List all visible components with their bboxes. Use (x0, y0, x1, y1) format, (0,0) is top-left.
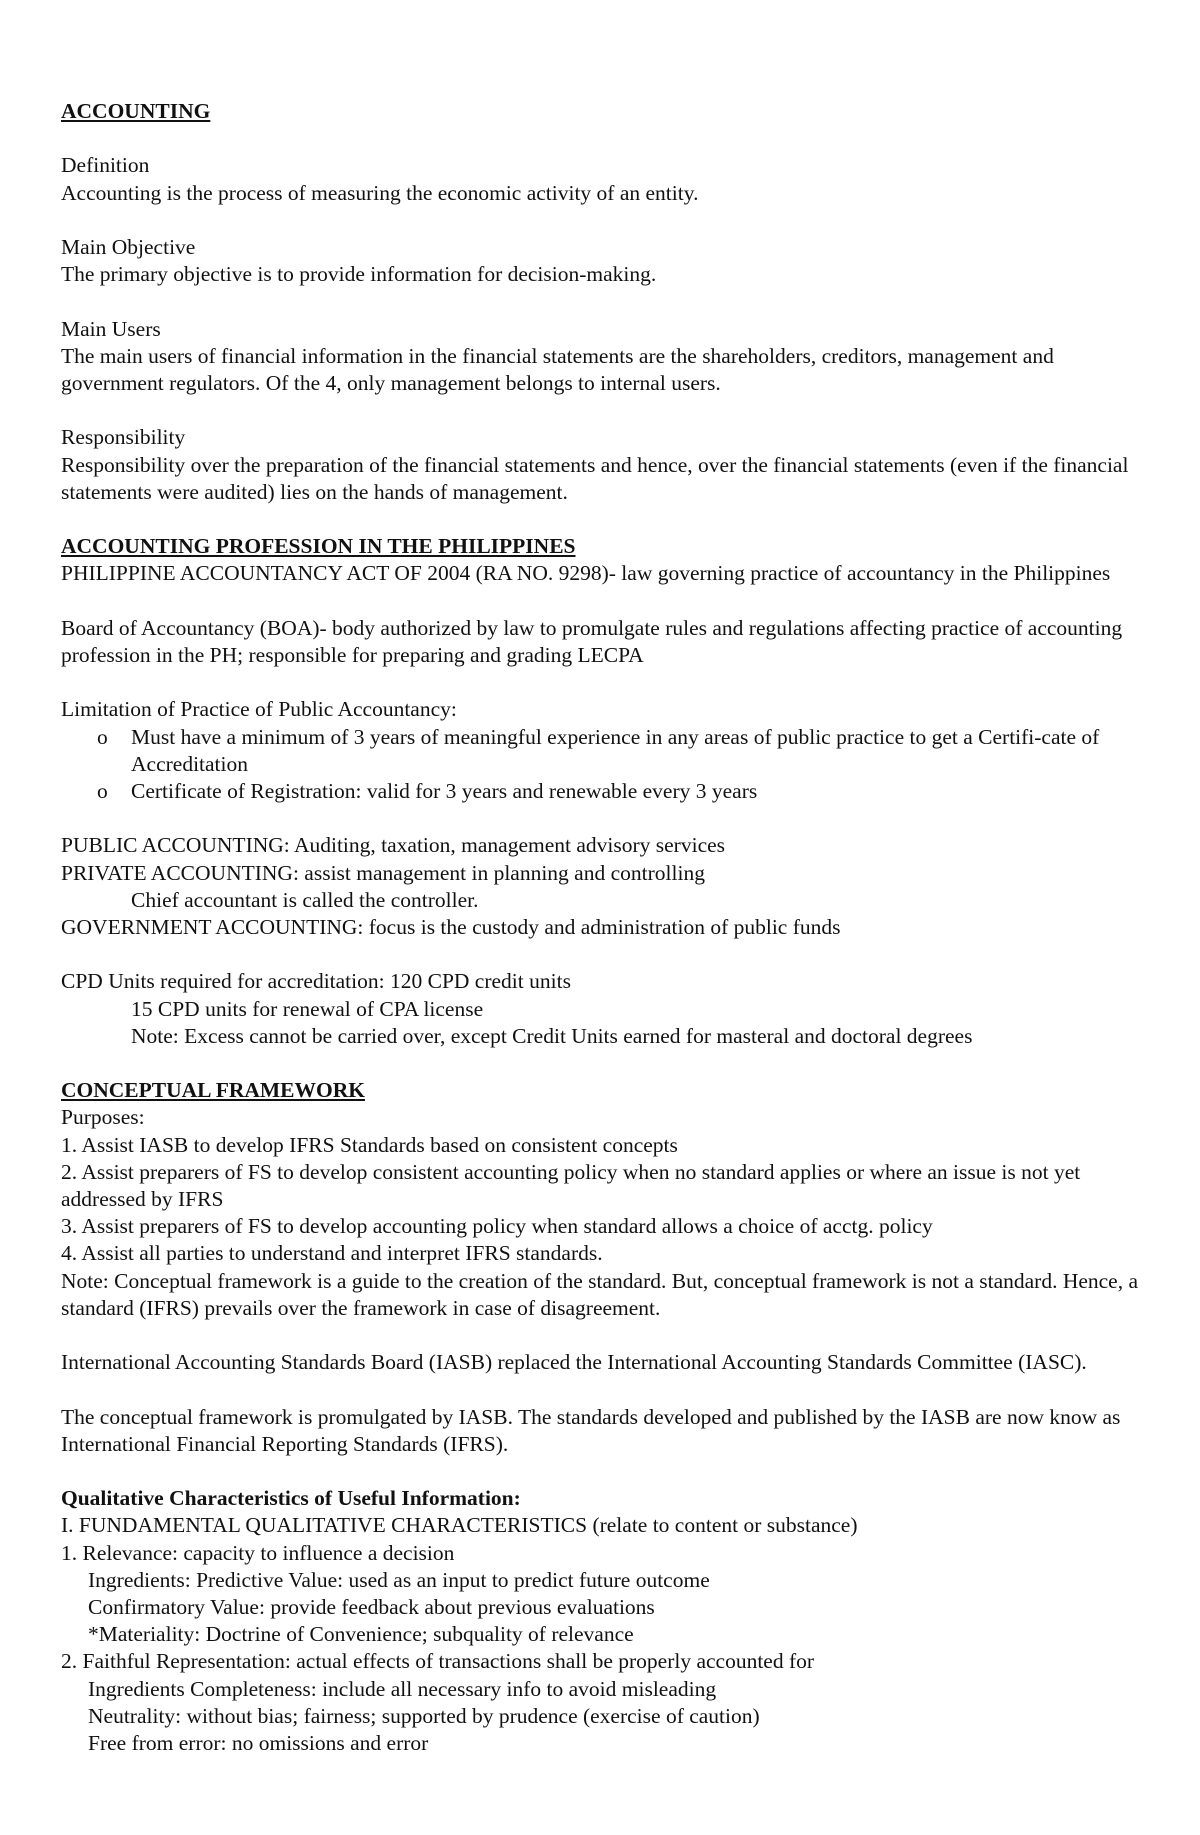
list-item (61, 778, 1151, 805)
public-accounting-text: PUBLIC ACCOUNTING: Auditing, taxation, management advisory services (61, 833, 726, 858)
objective-text: The primary objective is to provide information for decision-making. (61, 262, 657, 287)
list-item-text: Certificate of Registration: valid for 3 years and renewable every 3 years (131, 778, 758, 803)
spacer (61, 1050, 1151, 1077)
purpose-item: 3. Assist preparers of FS to develop accounting policy when standard allows a choice of acctg. policy (61, 1214, 933, 1239)
list-item (61, 724, 1151, 778)
purpose-item: 1. Assist IASB to develop IFRS Standards based on consistent concepts (61, 1132, 678, 1157)
responsibility-text: Responsibility over the preparation of the financial statements and hence, over the financial statements (even if the financial statements were audited) lies on the hands of management. (61, 452, 1129, 504)
relevance-item: Confirmatory Value: provide feedback about previous evaluations (88, 1594, 655, 1619)
relevance-item: Ingredients: Predictive Value: used as an input to predict future outcome (88, 1567, 710, 1592)
faithful-item: Neutrality: without bias; fairness; supported by prudence (exercise of caution) (88, 1703, 760, 1728)
spacer (61, 506, 1151, 533)
accountancy-act-text: PHILIPPINE ACCOUNTANCY ACT OF 2004 (RA NO. 9298)- law governing practice of accountancy in the Philippines (61, 561, 1111, 586)
relevance-text: 1. Relevance: capacity to influence a decision (61, 1540, 455, 1565)
limitation-label: Limitation of Practice of Public Accountancy: (61, 697, 457, 722)
cpd-accreditation-text: CPD Units required for accreditation: 120 CPD credit units (61, 969, 571, 994)
document-page (61, 98, 1151, 1757)
bullet-circle-icon: o (97, 778, 108, 803)
purpose-item: 2. Assist preparers of FS to develop consistent accounting policy when no standard applies or where an issue is not yet addressed by IFRS (61, 1159, 1081, 1211)
spacer (61, 588, 1151, 615)
iasb-text: International Accounting Standards Board (IASB) replaced the International Accounting Standards Committee (IASC). (61, 1350, 1087, 1375)
fundamental-characteristics-text: I. FUNDAMENTAL QUALITATIVE CHARACTERISTICS (relate to content or substance) (61, 1513, 858, 1538)
users-text: The main users of financial information in the financial statements are the shareholders, creditors, management and government regulators. Of the 4, only management belongs to internal users. (61, 343, 1054, 395)
cpd-note-text: Note: Excess cannot be carried over, except Credit Units earned for masteral and doctoral degrees (131, 1023, 973, 1048)
faithful-item: Ingredients Completeness: include all necessary info to avoid misleading (88, 1676, 717, 1701)
limitation-list (61, 724, 1151, 806)
spacer (61, 669, 1151, 696)
definition-label: Definition (61, 153, 150, 178)
heading-profession: ACCOUNTING PROFESSION IN THE PHILIPPINES (61, 534, 576, 559)
cpd-renewal-text: 15 CPD units for renewal of CPA license (131, 996, 484, 1021)
responsibility-label: Responsibility (61, 425, 186, 450)
spacer (61, 207, 1151, 234)
faithful-item: Free from error: no omissions and error (88, 1730, 429, 1755)
faithful-representation-text: 2. Faithful Representation: actual effects of transactions shall be properly accounted for (61, 1649, 815, 1674)
spacer (61, 941, 1151, 968)
spacer (61, 397, 1151, 424)
heading-conceptual-framework: CONCEPTUAL FRAMEWORK (61, 1078, 365, 1103)
qualitative-characteristics-heading: Qualitative Characteristics of Useful Information: (61, 1486, 521, 1511)
definition-text: Accounting is the process of measuring the economic activity of an entity. (61, 180, 699, 205)
purpose-item: 4. Assist all parties to understand and interpret IFRS standards. (61, 1241, 603, 1266)
spacer (61, 1458, 1151, 1485)
purposes-label: Purposes: (61, 1105, 145, 1130)
framework-note-text: Note: Conceptual framework is a guide to the creation of the standard. But, conceptual framework is not a standard. Hence, a standard (IFRS) prevails over the framework in case of disagreement. (61, 1268, 1139, 1320)
spacer (61, 805, 1151, 832)
spacer (61, 125, 1151, 152)
bullet-circle-icon: o (97, 724, 108, 749)
objective-label: Main Objective (61, 234, 196, 259)
spacer (61, 288, 1151, 315)
spacer (61, 1322, 1151, 1349)
list-item-text: Must have a minimum of 3 years of meaningful experience in any areas of public practice to get a Certifi-cate of Accreditation (131, 724, 1100, 776)
users-label: Main Users (61, 316, 161, 341)
private-accounting-text: PRIVATE ACCOUNTING: assist management in planning and controlling (61, 860, 705, 885)
government-accounting-text: GOVERNMENT ACCOUNTING: focus is the custody and administration of public funds (61, 914, 841, 939)
relevance-item: *Materiality: Doctrine of Convenience; subquality of relevance (88, 1622, 634, 1647)
spacer (61, 1376, 1151, 1403)
promulgated-text: The conceptual framework is promulgated by IASB. The standards developed and published by the IASB are now know as International Financial Reporting Standards (IFRS). (61, 1404, 1121, 1456)
boa-text: Board of Accountancy (BOA)- body authorized by law to promulgate rules and regulations affecting practice of accounting profession in the PH; responsible for preparing and grading LECPA (61, 615, 1123, 667)
heading-accounting: ACCOUNTING (61, 99, 211, 123)
chief-accountant-text: Chief accountant is called the controller. (131, 887, 479, 912)
